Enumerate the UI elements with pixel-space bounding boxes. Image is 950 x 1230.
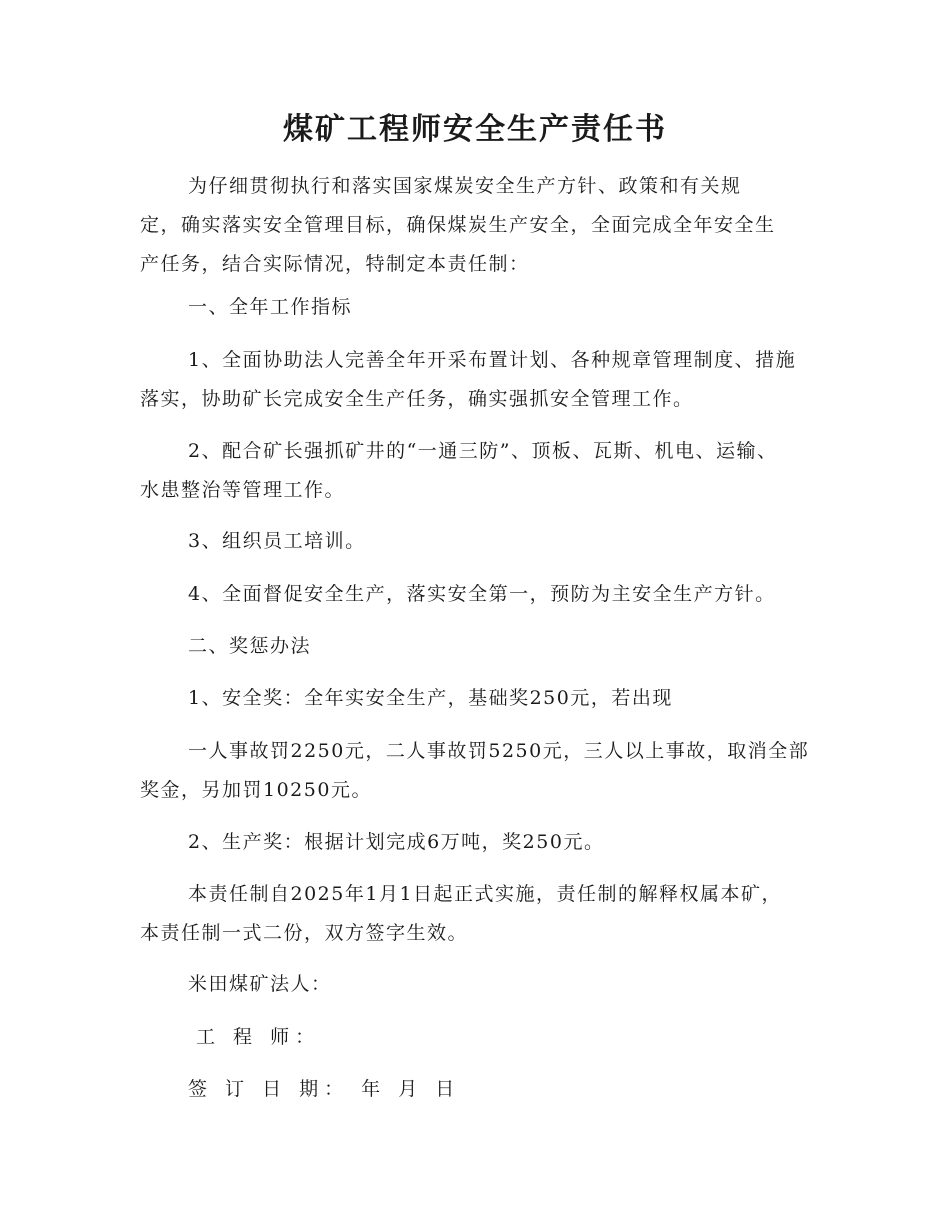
section2-heading: 二、奖惩办法 <box>188 635 312 657</box>
intro-paragraph: 为仔细贯彻执行和落实国家煤炭安全生产方针、政策和有关规定，确实落实安全管理目标，确保煤炭生产安全，全面完成全年安全生产任务，结合实际情况，特制定本责任制： <box>140 175 776 275</box>
section2-item2: 2、生产奖：根据计划完成6万吨，奖250元。 <box>188 831 605 853</box>
document-title: 煤矿工程师安全生产责任书 <box>283 112 667 147</box>
section1-item4: 4、全面督促安全生产，落实安全第一，预防为主安全生产方针。 <box>188 583 776 605</box>
section1-heading: 一、全年工作指标 <box>188 296 353 318</box>
closing-paragraph: 本责任制自2025年1月1日起正式实施，责任制的解释权属本矿，本责任制一式二份，双方签字生效。 <box>140 883 783 944</box>
section2-item1-line: 1、安全奖：全年实安全生产，基础奖250元，若出现 <box>188 687 673 709</box>
section1-item2: 2、配合矿长强抓矿井的“一通三防”、顶板、瓦斯、机电、运输、水患整治等管理工作。 <box>140 440 778 501</box>
section2-item1-penalties: 一人事故罚2250元，二人事故罚5250元，三人以上事故，取消全部奖金，另加罚10250元。 <box>140 740 810 801</box>
section1-item3: 3、组织员工培训。 <box>188 530 366 552</box>
signature-legal-person: 米田煤矿法人： <box>188 973 332 995</box>
signature-date: 签 订 日 期： 年 月 日 <box>188 1078 461 1100</box>
signature-engineer: 工 程 师： <box>196 1026 321 1048</box>
section1-item1: 1、全面协助法人完善全年开采布置计划、各种规章管理制度、措施落实，协助矿长完成安全生产任务，确实强抓安全管理工作。 <box>140 349 797 410</box>
